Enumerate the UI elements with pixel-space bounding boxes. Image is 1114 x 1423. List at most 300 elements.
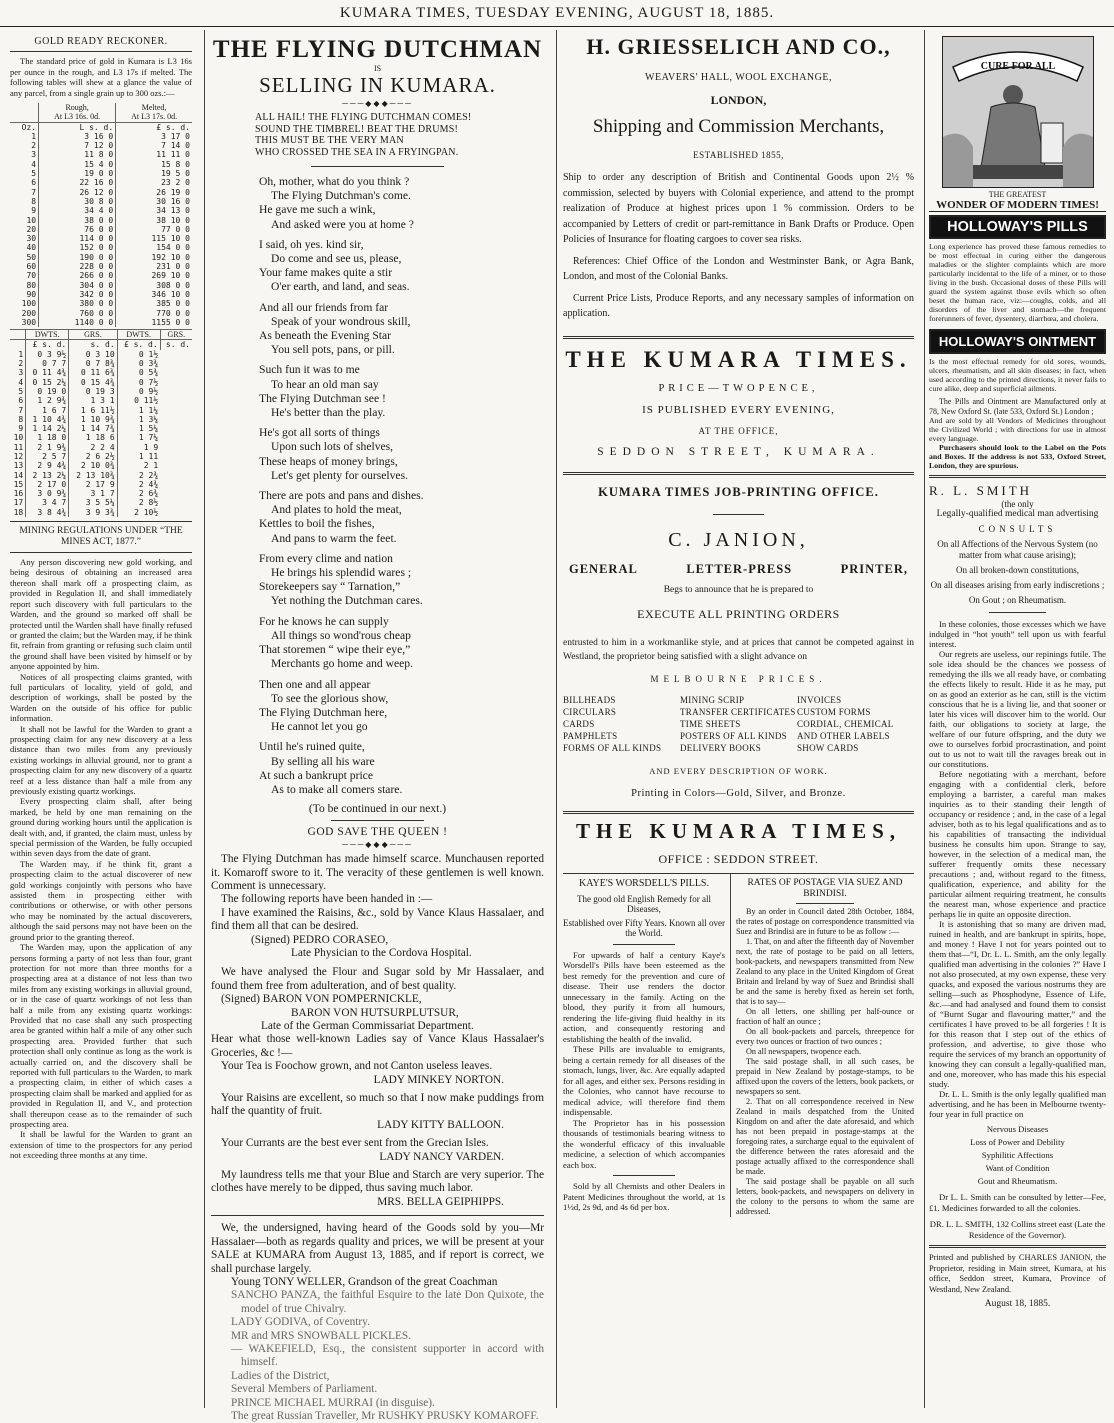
- job-item: MINING SCRIP: [680, 694, 745, 705]
- ounce-row: [10, 150, 192, 159]
- ounce-cell: 77 0 0: [116, 225, 192, 234]
- dwt-cell: 5: [18, 386, 24, 396]
- job-item: PAMPHLETS: [563, 730, 618, 741]
- dwt-cell: 18: [13, 507, 24, 517]
- imprint-date: August 18, 1885.: [984, 1299, 1051, 1309]
- job-item: CORDIAL, CHEMICAL: [797, 718, 894, 729]
- poem-line: And pans to warm the feet.: [271, 531, 397, 545]
- postage-title: RATES OF POSTAGE VIA SUEZ AND BRINDISI.: [747, 877, 903, 899]
- lsd-header: L s. d.: [39, 122, 116, 132]
- postage-notice: [731, 874, 914, 1217]
- smith-qualified: Legally-qualified medical man advertising: [936, 509, 1099, 519]
- dwt-cell: 1 18 6: [69, 433, 117, 442]
- ounce-cell: 4: [31, 159, 37, 169]
- janion-name: C. JANION,: [668, 528, 809, 551]
- undersigned-name: — WAKEFIELD, Esq., the consistent supporter in accord with himself.: [231, 1342, 544, 1369]
- dwt-table: [10, 329, 192, 517]
- poem-line: Then one and all appear: [259, 677, 371, 691]
- smith-treatment: Want of Condition: [985, 1163, 1050, 1173]
- times-street: SEDDON STREET, KUMARA.: [597, 445, 880, 458]
- stanza: [259, 301, 544, 358]
- job-item: CUSTOM FORMS: [797, 706, 871, 717]
- poem-line: You sell pots, pans, or pill.: [271, 343, 395, 357]
- dutchman-para: The Flying Dutchman has made himself scarce. Munchausen reported it. Komaroff swore to it. The veracity of these gentlemen is well known. Comment is unnecessary.: [211, 853, 544, 892]
- ounce-table: [10, 103, 192, 327]
- dwt-cell: 1 5¼: [117, 424, 160, 433]
- poem: [211, 175, 544, 797]
- testimonial-sig: LADY MINKEY NORTON.: [373, 1073, 504, 1086]
- signature: Late of the German Commissariat Department.: [261, 1020, 474, 1032]
- dwt-subheader: [10, 340, 26, 350]
- dwt-subheader: s. d.: [69, 340, 117, 350]
- ounce-cell: 231 0 0: [116, 262, 192, 271]
- mining-paragraph: It shall not be lawful for the Warden to grant a prospecting claim for any new discovery at a less distance than two miles from any previously existing workings in alluvial ground, nor to grant a prospecting claim for any new discovery of a quartz reef at a less distance than half a mile from any previously existing quartz workings.: [10, 723, 192, 796]
- poem-line: Do come and see us, please,: [271, 252, 402, 266]
- dwt-cell: 2 6¾: [117, 489, 160, 498]
- poem-line: Let's get plenty for ourselves.: [271, 468, 408, 482]
- ounce-cell: 190 0 0: [39, 253, 116, 262]
- mining-paragraph: Any person discovering new gold working, and being desirous of obtaining an increased area thereon shall mark off a prospecting claim, as provided in Regulation II, and shall immediately report such discovery with full particulars to the Warden, and the ground so marked off shall be protected until the Warden shall have finally refused or granted the claim; but the Warden may, if he think fit, refrain from granting or refusing such claim until the ground shall have been visited by himself or by anyone appointed by him.: [10, 557, 192, 672]
- dwt-cell: 2 8½: [117, 498, 160, 507]
- reckoner-intro: The standard price of gold in Kumara is L3 16s per ounce in the rough, and L3 17s if melted. The following tables will shew at a glance the value of any parcel, from a single grain up to 300 ozs.:—: [10, 56, 192, 98]
- janion-general: GENERAL: [569, 561, 638, 576]
- dwt-cell: 12: [13, 451, 24, 461]
- dwt-cell: 13: [13, 461, 24, 471]
- job-item: AND OTHER LABELS: [797, 730, 890, 741]
- column-dutchman: [204, 30, 550, 1422]
- ounce-cell: 115 10 0: [116, 234, 192, 243]
- dwt-cell: 0 11 4¾: [26, 368, 69, 377]
- ounce-row: [10, 234, 192, 243]
- job-item: FORMS OF ALL KINDS: [563, 742, 662, 753]
- holloway-sold: And are sold by all Vendors of Medicines throughout the Civilized World ; with directions for use in almost every language.: [929, 416, 1106, 443]
- smith-condition: On all broken-down constitutions,: [956, 565, 1079, 575]
- smith-para: In these colonies, those excesses which we have indulged in “hot youth” tell upon us with fearful interest.: [929, 619, 1106, 649]
- dwt-cell: 2 2 4: [69, 443, 117, 452]
- times-name: THE KUMARA TIMES.: [565, 346, 912, 372]
- job-printing-title: KUMARA TIMES JOB-PRINTING OFFICE.: [598, 484, 879, 499]
- job-item: DELIVERY BOOKS: [680, 742, 762, 753]
- dwt-cell: 2 13 10¾: [69, 471, 117, 480]
- ounce-cell: 34 4 0: [39, 206, 116, 215]
- dwt-cell: 1 11: [117, 452, 160, 461]
- ounce-cell: 60: [26, 262, 37, 272]
- poem-line: And asked were you at home ?: [271, 217, 414, 231]
- testimonial-sig: LADY KITTY BALLOON.: [377, 1118, 504, 1131]
- dwt-cell: 15: [13, 479, 24, 489]
- janion-execute: EXECUTE ALL PRINTING ORDERS: [637, 606, 840, 621]
- ounce-cell: 76 0 0: [39, 225, 116, 234]
- dwt-cell: 0 7 7: [26, 359, 69, 368]
- dwts-header: DWTS.: [117, 330, 160, 340]
- ounce-cell: 26 12 0: [39, 188, 116, 197]
- ounce-cell: 228 0 0: [39, 262, 116, 271]
- dwt-cell: 0 15 4¾: [69, 378, 117, 387]
- ounce-cell: 3: [31, 150, 37, 160]
- postage-para: On all newspapers, twopence each.: [746, 1046, 862, 1056]
- ounce-row: [10, 206, 192, 215]
- dwt-cell: 8: [18, 414, 24, 424]
- undersigned-name: Several Members of Parliament.: [231, 1383, 378, 1396]
- griesselich-trade: Shipping and Commission Merchants,: [592, 116, 885, 137]
- dwt-cell: 2 1 9¾: [26, 443, 69, 452]
- ounce-row: [10, 281, 192, 290]
- dwt-cell: 0 15 2¼: [26, 378, 69, 387]
- ounce-cell: 34 13 0: [116, 206, 192, 215]
- poem-line: As beneath the Evening Star: [259, 329, 392, 343]
- ounce-cell: 30: [26, 234, 37, 244]
- stanza: [259, 678, 544, 735]
- melbourne-prices: MELBOURNE PRICES.: [650, 673, 827, 684]
- dwt-cell: 1 18 0: [26, 433, 69, 442]
- mining-title: MINING REGULATIONS UNDER “THE MINES ACT, 1877.”: [19, 526, 183, 548]
- kaye-para: Sold by all Chemists and other Dealers in Patent Medicines throughout the world, at 1s 1½d, 2s 9d, and 4s 6d per box.: [563, 1181, 725, 1212]
- dwt-cell: 7: [18, 405, 24, 415]
- intro-line: ALL HAIL! THE FLYING DUTCHMAN COMES!: [255, 112, 472, 123]
- ounce-cell: 308 0 0: [116, 281, 192, 290]
- ounce-cell: 20: [26, 224, 37, 234]
- poem-line: To see the glorious show,: [271, 691, 389, 705]
- grs-header: GRS.: [69, 330, 117, 340]
- job-items: [563, 694, 914, 754]
- printing-colors: Printing in Colors—Gold, Silver, and Bronze.: [631, 787, 846, 799]
- testimonial-sig: MRS. BELLA GEIPHIPPS.: [377, 1195, 504, 1208]
- poem-line: For he knows he can supply: [259, 614, 389, 628]
- dwt-row: [10, 508, 192, 517]
- ounce-cell: 10: [26, 215, 37, 225]
- janion-letterpress: LETTER-PRESS: [686, 561, 793, 576]
- dwt-cell: 10: [13, 433, 24, 443]
- poem-line: Kettles to boil the fishes,: [259, 517, 375, 531]
- smith-condition: On all Affections of the Nervous System (no matter from what cause arising);: [937, 539, 1098, 560]
- kaye-line: The good old English Remedy for all Diseases,: [577, 893, 711, 914]
- smith-only: (the only: [1001, 499, 1034, 509]
- testimonial-sig: LADY NANCY VARDEN.: [379, 1150, 504, 1163]
- ounce-cell: 269 10 0: [116, 271, 192, 280]
- postage-para: The said postage shall, in all such cases, be prepaid in New Zealand by postage-stamps, to be affixed upon the covers of the letters, book packets, or newspapers so sent.: [736, 1056, 914, 1096]
- job-item: CARDS: [563, 718, 595, 729]
- dwt-subheader: £ s. d.: [117, 340, 160, 350]
- testimonial: Your Raisins are excellent, so much so that I now make puddings from half the quantity of fruit.: [211, 1092, 544, 1118]
- dutchman-subtitle: SELLING IN KUMARA.: [259, 73, 496, 97]
- holloway-vignette: [942, 36, 1094, 188]
- ounce-row: [10, 225, 192, 234]
- smith-consults: CONSULTS: [978, 524, 1057, 534]
- ounce-row: [10, 290, 192, 299]
- dwt-cell: 1 3¼: [117, 415, 160, 424]
- ounce-cell: 22 16 0: [39, 178, 116, 187]
- testimonial: Your Currants are the best ever sent from the Grecian Isles.: [221, 1137, 489, 1150]
- dwt-row: [10, 406, 192, 415]
- smith-para: Dr. L. L. Smith is the only legally qualified man advertising, and he has been in Melbourne twenty-four year in full practice on: [929, 1089, 1106, 1119]
- dwt-subheader: £ s. d.: [26, 340, 69, 350]
- dwt-cell: 3 1 7: [69, 489, 117, 498]
- ounce-cell: 114 0 0: [39, 234, 116, 243]
- ounce-cell: 19 0 0: [39, 169, 116, 178]
- dwt-row: [10, 443, 192, 452]
- ounce-cell: 15 8 0: [116, 160, 192, 169]
- column-reckoner: [6, 30, 196, 1408]
- ounce-cell: 2: [31, 141, 37, 151]
- smith-para: Before negotiating with a merchant, before engaging with a confidential clerk, before employing a barrister, a careful man makes inquiries as to their standing their length of occupancy or residence ; and, in the case of a legal adviser, both as to his legal qualifications and as to his capabilities of transacting the individual business he consults him upon. Strange to say, however, in the selection of a medical man, the sufferer frequently omits these necessary precautions ; and, without regard to the fitness, qualification, experience, and ability for the particular ailment requiring treatment, he consults the nearest man, whose experience and practice perhaps lie in quite an opposite direction.: [929, 769, 1106, 919]
- dwt-cell: 1: [18, 349, 24, 359]
- ounce-row: [10, 188, 192, 197]
- poem-line: At such a bankrupt price: [259, 768, 373, 782]
- smith-treatment: Nervous Diseases: [986, 1124, 1049, 1134]
- ounce-cell: 50: [26, 252, 37, 262]
- ounce-cell: 90: [26, 289, 37, 299]
- dutchman-para: I have examined the Raisins, &c., sold by Vance Klaus Hassalaer, and find them all that can be desired.: [211, 906, 544, 933]
- stanza: [259, 426, 544, 483]
- poem-line: These heaps of money brings,: [259, 454, 398, 468]
- ounce-cell: 385 0 0: [116, 299, 192, 308]
- smith-name: R. L. SMITH: [929, 483, 1033, 498]
- ounce-row: [10, 253, 192, 262]
- poem-line: He's got all sorts of things: [259, 426, 380, 440]
- poem-line: To hear an old man say: [271, 377, 379, 391]
- poem-line: Speak of your wondrous skill,: [271, 314, 411, 328]
- dwt-cell: 0 9½: [117, 387, 160, 396]
- melted-header: Melted, At L3 17s. 0d.: [116, 103, 192, 122]
- griesselich-refs: References: Chief Office of the London and Westminster Bank, or Agra Bank, London, and most of the Colonial Banks.: [563, 255, 914, 282]
- job-item: SHOW CARDS: [797, 742, 859, 753]
- stanza: [259, 552, 544, 609]
- dwt-row: [10, 387, 192, 396]
- stanza: [259, 615, 544, 672]
- poem-line: Merchants go home and weep.: [271, 657, 413, 671]
- poem-line: Such fun it was to me: [259, 363, 360, 377]
- times-at-office: AT THE OFFICE,: [698, 425, 779, 436]
- kaye-para: The Proprietor has in his possession thousands of testimonials bearing witness to the wonderful efficacy of this invaluable medicine, a selection of which accompanies each box.: [563, 1117, 725, 1170]
- ounce-row: [10, 216, 192, 225]
- ounce-row: [10, 141, 192, 150]
- dwt-cell: 1 6 11½: [69, 406, 117, 415]
- dutchman-para: We have analysed the Flour and Sugar sold by Mr Hassalaer, and found them free from adulteration, and of best quality.: [211, 966, 544, 992]
- postage-para: By an order in Council dated 28th October, 1884, the rates of postage on correspondence transmitted via Suez and Brindisi are in future to be as follow :—: [736, 906, 915, 936]
- poem-line: O'er earth, and land, and seas.: [271, 280, 410, 294]
- ounce-row: [10, 262, 192, 271]
- testimonial: Your Tea is Foochow grown, and not Canton useless leaves.: [221, 1060, 493, 1073]
- poem-line: And all our friends from far: [259, 300, 389, 314]
- poem-line: He's better than the play.: [271, 406, 386, 420]
- smith-condition: On Gout ; on Rheumatism.: [968, 595, 1067, 605]
- dwt-cell: 1 10 9¾: [69, 415, 117, 424]
- dwt-cell: 0 3 9½: [26, 350, 69, 359]
- dwt-cell: 0 19 3: [69, 387, 117, 396]
- ounce-row: [10, 243, 192, 252]
- griesselich-body: Ship to order any description of British and Continental Goods upon 2½ % commission, selected by buyers with Colonial experience, and attend to the prompt realization of Produce at highest prices upon 1 % commission. Orders to be accompanied by Letters of credit or part-remittance in Bank Drafts or Produce. Open Policies of Insurance for floating cargoes to cover sea risks.: [563, 172, 914, 245]
- dutchman-para: The following reports have been handed in :—: [221, 893, 433, 906]
- times-office: OFFICE : SEDDON STREET.: [658, 851, 819, 866]
- dwt-cell: 17: [13, 498, 24, 508]
- dwt-row: [10, 498, 192, 507]
- imprint: Printed and published by CHARLES JANION, the Proprietor, residing in Main street, Kumara, at his office, Seddon street, Kumara, Province of Westland, New Zealand.: [929, 1253, 1106, 1294]
- times-price: PRICE—TWOPENCE,: [658, 382, 819, 394]
- ounce-row: [10, 309, 192, 318]
- dwt-cell: 2 10½: [117, 508, 160, 517]
- job-item: TIME SHEETS: [680, 718, 741, 729]
- seated-figure-icon: [943, 37, 1093, 187]
- holloway-pills-banner: HOLLOWAY'S PILLS: [929, 215, 1106, 239]
- poem-line: All things so wond'rous cheap: [271, 628, 411, 642]
- ounce-cell: 304 0 0: [39, 281, 116, 290]
- dwt-row: [10, 433, 192, 442]
- dwt-cell: 4: [18, 377, 24, 387]
- dwt-cell: 2 17 0: [26, 480, 69, 489]
- dwt-cell: 0 5¾: [117, 368, 160, 377]
- kaye-line: Established over Fifty Years. Known all over the World.: [563, 917, 725, 938]
- ounce-cell: 100: [21, 299, 37, 309]
- dwt-cell: 2 5 7: [26, 452, 69, 461]
- mining-regulations: [10, 557, 192, 1161]
- griesselich-name: H. GRIESSELICH AND CO.,: [586, 34, 891, 59]
- reckoner-title: GOLD READY RECKONER.: [34, 36, 168, 47]
- undersigned-name: Ladies of the District,: [231, 1369, 330, 1382]
- dutchman-is: IS: [373, 64, 382, 73]
- dwt-row: [10, 378, 192, 387]
- undersigned-name: MR and MRS SNOWBALL PICKLES.: [231, 1329, 412, 1342]
- kaye-para: For upwards of half a century Kaye's Worsdell's Pills have been esteemed as the best remedy for the prevention and cure of disease. Their use renders the doctor unnecessary in the family. Acting on the blood, they purify it from all humours, rendering the life-giving fluid healthy in its action, and consequently restoring and establishing the health of the invalid.: [563, 949, 725, 1044]
- janion-trade: [569, 562, 908, 577]
- smith-treatment: Loss of Power and Debility: [970, 1137, 1065, 1147]
- signature: BARON VON HUTSURPLUTSUR,: [291, 1006, 459, 1019]
- janion-printer: PRINTER,: [840, 561, 908, 576]
- poem-line: By selling all his ware: [271, 754, 375, 768]
- ounce-cell: 266 0 0: [39, 271, 116, 280]
- dwt-cell: 3 9 3¾: [69, 508, 117, 517]
- mining-paragraph: It shall be lawful for the Warden to grant an extension of time to the prospectors for any period not exceeding three months at any time.: [10, 1129, 192, 1161]
- dwt-cell: 1 14 2¼: [26, 424, 69, 433]
- holloway-pills-text: Long experience has proved these famous remedies to be most effectual in curing either the dangerous maladies or the slighter complaints which are more particularly incidental to the life of a miner, or to those living in the bush. Occasional doses of these Pills will guard the system against those evils which so often beset the human race, viz:—coughs, colds, and all disorders of the liver and stomach—the frequent forerunners of fever, dysentery, diarrhœa, and cholera.: [929, 242, 1106, 323]
- ornament: ───◆◆◆───: [342, 840, 413, 850]
- lsd-header: £ s. d.: [116, 122, 192, 132]
- mining-paragraph: The Warden may, if he think fit, grant a prospecting claim to the actual discoverer of new gold workings conjointly with persons who have assisted them in prospecting either with contributions or otherwise, or with other persons who may be nominated by the actual discoverers, although the said persons may not have been on the ground prior to the granting thereof.: [10, 858, 192, 942]
- poem-line: From every clime and nation: [259, 551, 393, 565]
- ounce-cell: 70: [26, 271, 37, 281]
- janion-entrust: entrusted to him in a workmanlike style, and at prices that cannot be competed against in Westland, the proprietor being satisfied with a slight advance on: [563, 637, 914, 662]
- dwt-cell: 2 10 0¾: [69, 461, 117, 470]
- dwt-cell: 2 2¾: [117, 471, 160, 480]
- ounce-row: [10, 178, 192, 187]
- ounce-cell: 38 0 0: [39, 216, 116, 225]
- stanza: [259, 489, 544, 546]
- poem-line: He brings his splendid wares ;: [271, 566, 412, 580]
- undersigned-name: SANCHO PANZA, the faithful Esquire to the late Don Quixote, the model of true Chivalry.: [231, 1289, 544, 1315]
- janion-begs: Begs to announce that he is prepared to: [663, 584, 814, 595]
- ounce-cell: 770 0 0: [116, 309, 192, 318]
- column-adverts: [556, 30, 920, 1408]
- poem-line: That storemen “ wipe their eye,”: [259, 643, 411, 657]
- intro-line: SOUND THE TIMBREL! BEAT THE DRUMS!: [255, 123, 459, 135]
- ounce-cell: 5: [31, 169, 37, 179]
- ounce-cell: 1155 0 0: [116, 318, 192, 327]
- grs-header: GRS.: [160, 330, 192, 340]
- dwt-cell: 3: [18, 368, 24, 378]
- ounce-cell: 154 0 0: [116, 243, 192, 252]
- dwt-cell: 1 10 4¾: [26, 415, 69, 424]
- job-item: TRANSFER CERTIFICATES: [680, 706, 796, 717]
- ounce-cell: 30 8 0: [39, 197, 116, 206]
- poem-continued: (To be continued in our next.): [308, 803, 447, 816]
- ounce-cell: 38 10 0: [116, 216, 192, 225]
- dwt-cell: 0 11½: [117, 396, 160, 405]
- dwt-row: [10, 489, 192, 498]
- dwt-cell: 2: [18, 359, 24, 369]
- dwt-cell: 1 6 7: [26, 406, 69, 415]
- griesselich-city: LONDON,: [710, 93, 767, 107]
- smith-treatment: Gout and Rheumatism.: [977, 1176, 1058, 1186]
- dutchman-title: THE FLYING DUTCHMAN: [212, 36, 543, 63]
- smith-letter: Dr L. L. Smith can be consulted by letter—Fee, £1. Medicines forwarded to all the colonies.: [929, 1192, 1106, 1213]
- dwt-cell: 0 1½: [117, 350, 160, 359]
- undersigned-name: The great Russian Traveller, Mr RUSHKY PRUSKY KOMAROFF.: [231, 1409, 539, 1422]
- ounce-row: [10, 299, 192, 308]
- kaye-title: KAYE'S WORSDELL'S PILLS.: [578, 877, 709, 889]
- dwt-row: [10, 415, 192, 424]
- mining-paragraph: The Warden may, upon the application of any persons forming a party of not less than four, grant protection for not more than three months for a prospecting area at a distance of not less than two miles from any existing workings in alluvial ground, or in the case of quartz workings of not less than half a mile from any existing quartz workings: Provided that no case shall any such prospecting area be granted within half a mile of any other such prospecting area. Provided further that such protection shall only continue as long as the work is actually carried on, and the discovery shall be reported with full particulars to the Warden, to mark a prospecting claim, in either of which cases a prospecting claim shall be marked and applied for as provided in Regulation II, and V., and protection shall thereupon cease as to the remainder of such prospecting area.: [10, 942, 192, 1129]
- ounce-cell: 40: [26, 243, 37, 253]
- ounce-cell: 11 11 0: [116, 150, 192, 159]
- postage-para: 2. That on all correspondence received in New Zealand in mails despatched from the United Kingdom on and after the date aforesaid, and which has not been prepaid in postage-stamps at the foregoing rates, a surcharge equal to the equivalent of the difference between the rates aforesaid and the postage actually affixed to the correspondence shall be made.: [736, 1096, 914, 1176]
- testimonial: My laundress tells me that your Blue and Starch are very superior. The clothes have merely to be dipped, thus saving much labor.: [211, 1169, 544, 1195]
- smith-para: Our regrets are useless, our repinings futile. The sole idea should be the chances we possess of remedying the ills we all ready have, or combating the effects likely to result. Hide it as he may, put on as good an exterior as he can, still is the victim conscious that he is a living lie, and that sooner or later his vices will discover him to the world. Our faith, our obligations to society at large, the welfare of our future offspring, and the duty we owe to ourselves forbid procrastination, and point out to us not to wait till the ravages break out in our constitutions.: [929, 649, 1106, 769]
- postage-para: 1. That, on and after the fifteenth day of November next, the rate of postage to be paid on all letters, book-packets, and newspapers transmitted from New Zealand to any place in the United Kingdom of Great Britain and Ireland by way of Suez and Brindisi shall be and the same is hereby fixed as herein set forth, that is to say—: [736, 936, 914, 1006]
- holloway-ointment-text: Is the most effectual remedy for old sores, wounds, ulcers, rheumatism, and all skin diseases; in fact, when used according to the printed directions, it never fails to cure alike, deep and superficial ailments.: [929, 357, 1106, 393]
- poem-line: The Flying Dutchman here,: [259, 705, 388, 719]
- ounce-cell: 11 8 0: [39, 150, 116, 159]
- poem-line: Until he's ruined quite,: [259, 740, 365, 754]
- postage-para: The said postage shall be payable on all such letters, book-packets, and newspapers on delivery in the colony to the persons to whom the same are addressed.: [736, 1176, 914, 1216]
- holloway-ointment-banner: HOLLOWAY'S OINTMENT: [929, 329, 1106, 354]
- ounce-row: [10, 271, 192, 280]
- mining-paragraph: Notices of all prospecting claims granted, with full particulars of locality, yield of gold, and description of workings, shall be posted by the Warden on the outside of his office for public information.: [10, 671, 192, 724]
- poem-line: Your fame makes quite a stir: [259, 266, 393, 280]
- poem-line: The Flying Dutchman see !: [259, 391, 386, 405]
- poem-line: He cannot let you go: [271, 720, 368, 734]
- dwt-row: [10, 461, 192, 470]
- masthead: KUMARA TIMES, TUESDAY EVENING, AUGUST 18, 1885.: [0, 0, 1114, 27]
- signature: Late Physician to the Cordova Hospital.: [291, 946, 472, 959]
- ounce-cell: 760 0 0: [39, 309, 116, 318]
- holloway-purchasers: Purchasers should look to the Label on the Pots and Boxes. If the address is not 533, Oxford Street, London, they are spurious.: [929, 443, 1106, 470]
- dwt-row: [10, 350, 192, 359]
- dwt-cell: 1 2 9¾: [26, 396, 69, 405]
- poem-line: Storekeepers say “ Tarnation,”: [259, 580, 401, 594]
- ounce-row: [10, 318, 192, 327]
- griesselich-est: ESTABLISHED 1855,: [693, 150, 784, 160]
- ounce-row: [10, 197, 192, 206]
- ounce-cell: 3 16 0: [39, 132, 116, 141]
- dwt-row: [10, 452, 192, 461]
- dwt-row: [10, 396, 192, 405]
- dwt-cell: 1 1¼: [117, 406, 160, 415]
- stanza: [259, 175, 544, 232]
- dwt-cell: 3 0 9¾: [26, 489, 69, 498]
- undersigned-name: LADY GODIVA, of Coventry.: [231, 1316, 370, 1329]
- ounce-cell: 15 4 0: [39, 160, 116, 169]
- ounce-cell: 8: [31, 196, 37, 206]
- signature: (Signed) PEDRO CORASEO,: [251, 933, 389, 946]
- ounce-cell: 9: [31, 206, 37, 216]
- job-item: INVOICES: [797, 694, 842, 705]
- undersigned-name: Young TONY WELLER, Grandson of the great Coachman: [231, 1275, 498, 1288]
- dwt-cell: 2 1: [117, 461, 160, 470]
- smith-para: It is astonishing that so many are driven mad, ruined in health, and are bankrupt in spirits, hope, and money ! Have I not for years pointed out to them that—“I, Dr. L. L. Smith, am the only legally qualified man advertising in the colonies ?” Have I not also prosecuted, at my own expense, these very quacks, and exposed the various nostrums they are selling—such as Phosphodyne, Essence of Life, &c.—and had analysed and found them to consist of “Burnt Sugar and flavouring matter,” and the certificates I have proved to be all forgeries ! It is for this reason that I step out of the ethics of profession, and advertise, to give those who require the services of my branch an opportunity of knowing they can consult a legally-qualified man, and one, moreover, who has made this his especial study.: [929, 919, 1106, 1089]
- ounce-cell: 1140 0 0: [39, 318, 116, 327]
- ounce-cell: 3 17 0: [116, 132, 192, 141]
- postage-para: On all letters, one shilling per half-ounce or fraction of half an ounce ;: [736, 1006, 914, 1026]
- ornament: ───◆◆◆───: [342, 99, 413, 108]
